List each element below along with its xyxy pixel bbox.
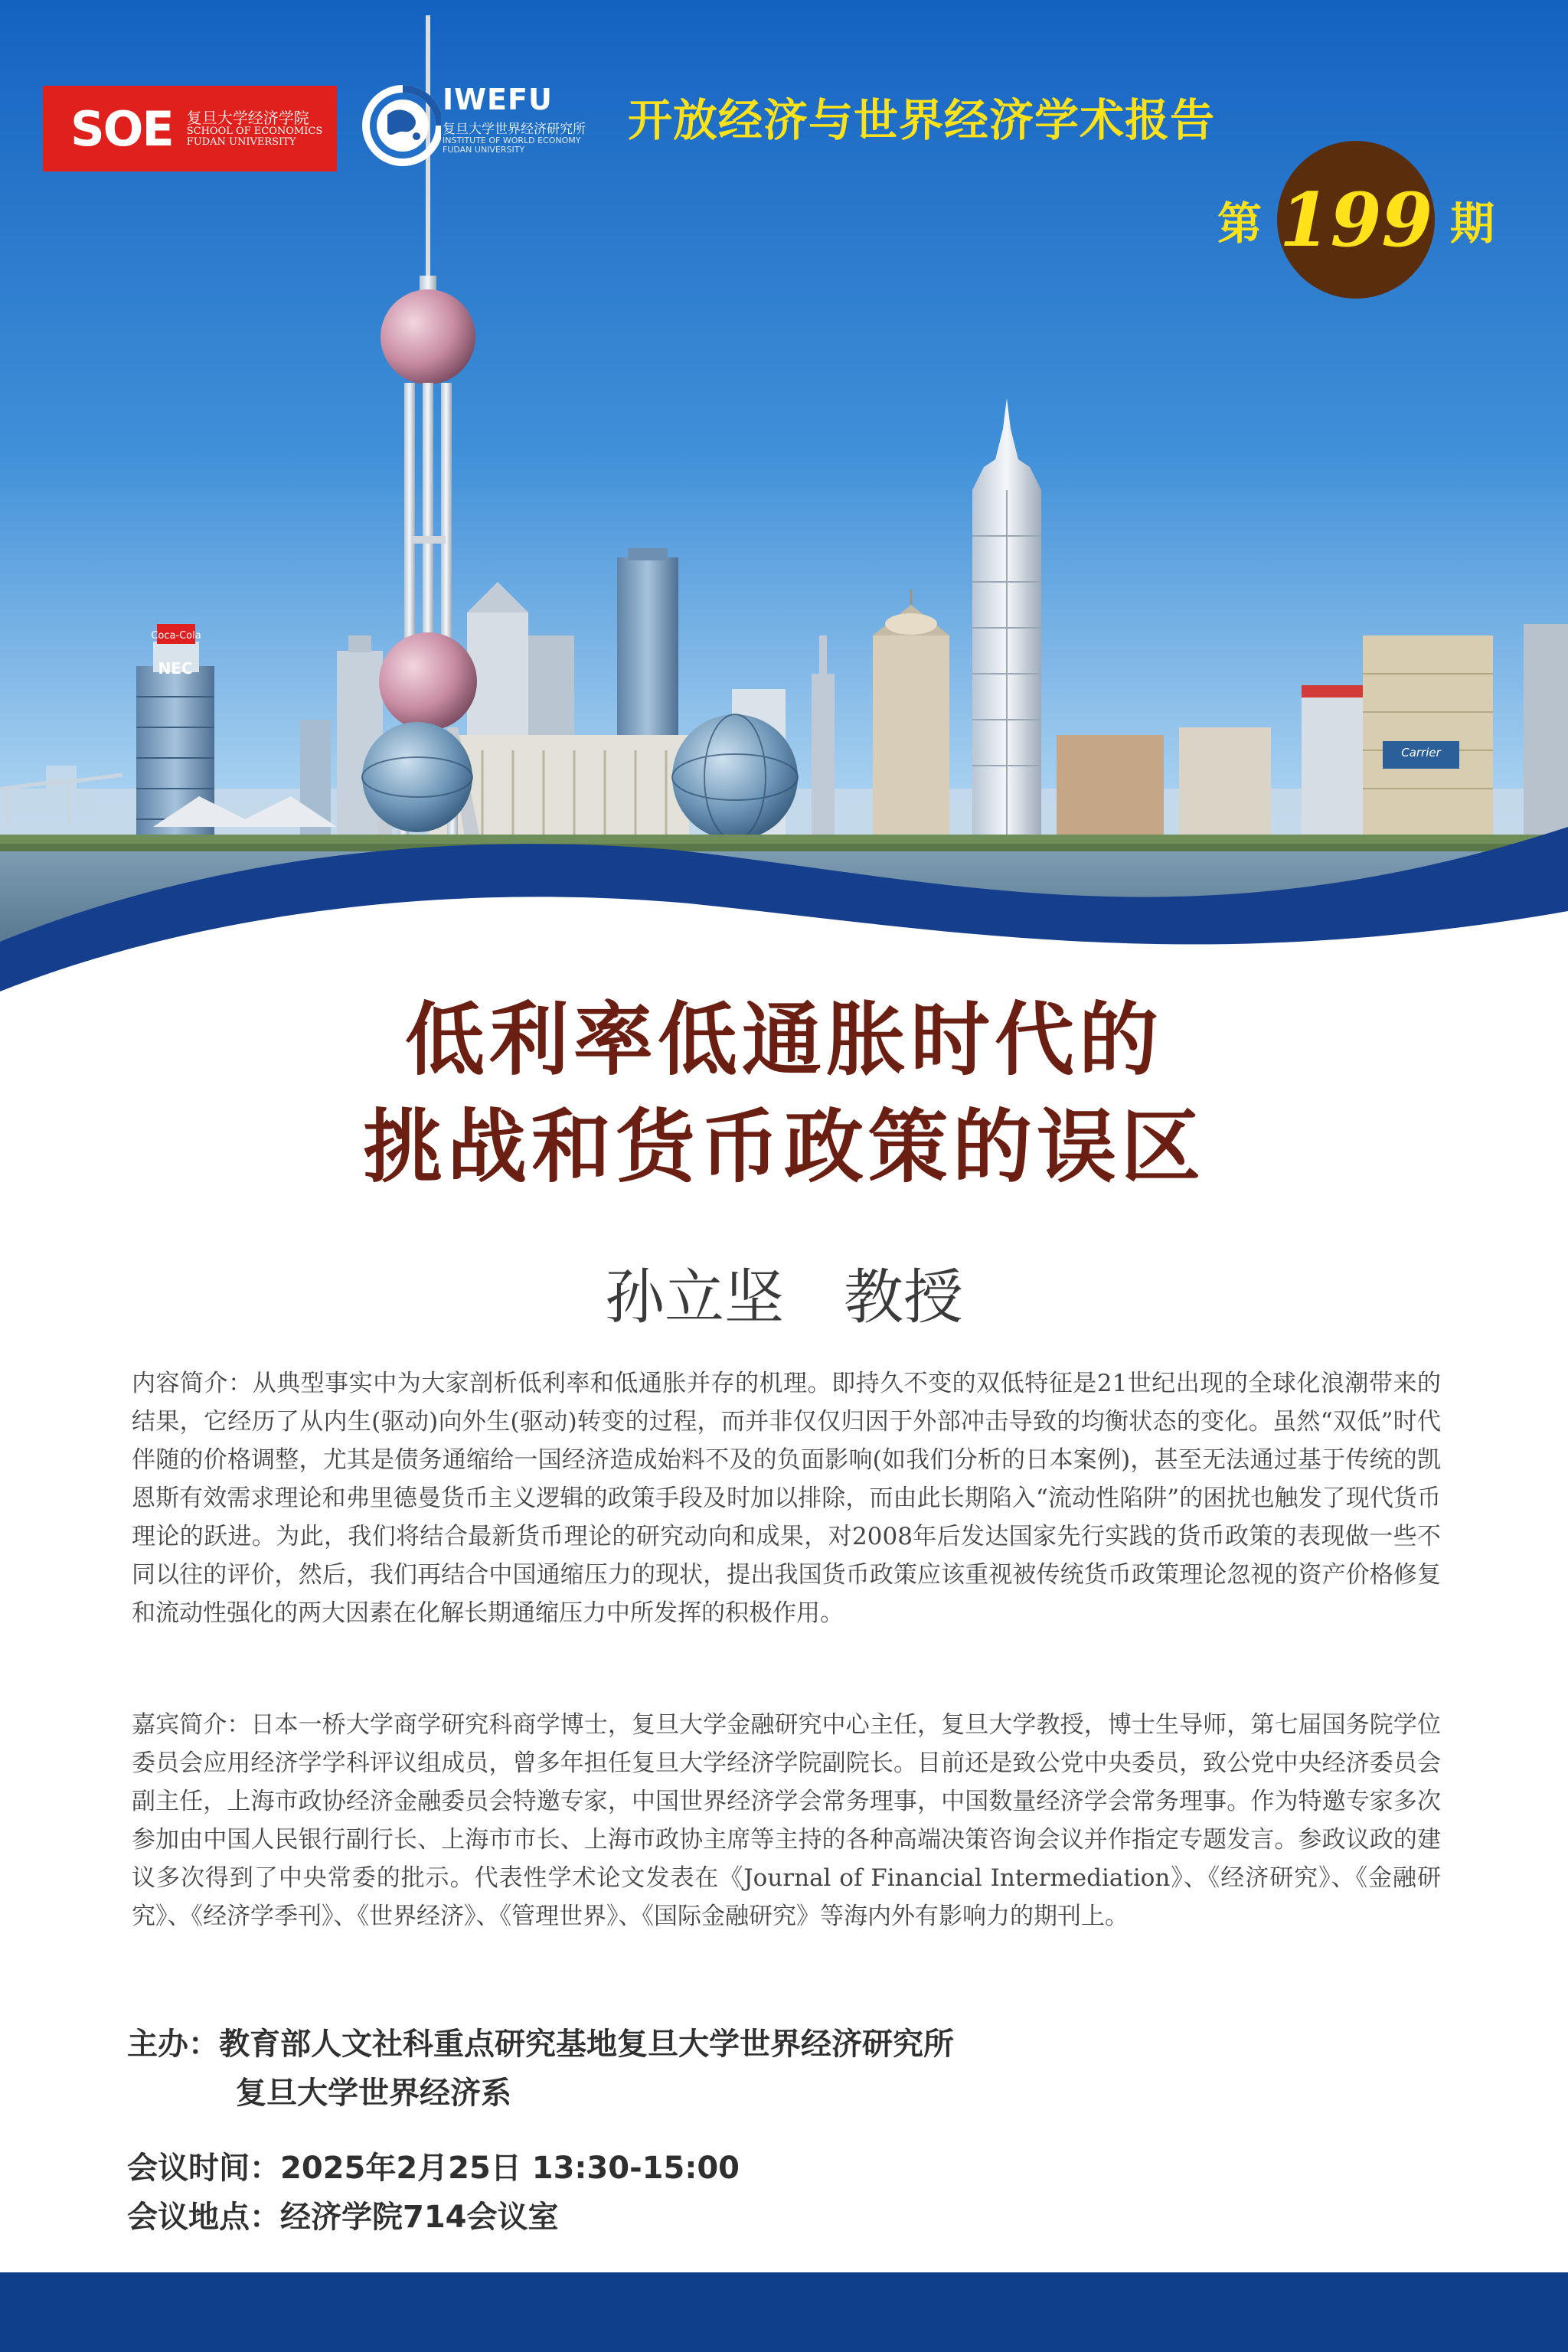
soe-name-en-2: FUDAN UNIVERSITY [186, 136, 296, 148]
meeting-time-value: 2025年2月25日 13:30-15:00 [280, 2151, 740, 2186]
meeting-place-row [127, 2193, 740, 2242]
meeting-time-row [127, 2144, 740, 2193]
soe-name-en-1: SCHOOL OF ECONOMICS [186, 125, 323, 137]
soe-logo [43, 86, 337, 172]
iwefu-logo [357, 70, 586, 178]
iwefu-name-en [443, 136, 581, 155]
soe-name-cn: 复旦大学经济学院 [186, 108, 309, 127]
speaker-name: 孙立坚 教授 [604, 1263, 963, 1332]
nec-sign: NEC [158, 659, 193, 678]
iwefu-name-en-1: INSTITUTE OF WORLD ECONOMY [443, 136, 581, 145]
meeting-time-label: 会议时间： [127, 2151, 280, 2186]
meeting-info [127, 2144, 740, 2242]
issue-badge [1217, 139, 1494, 300]
soe-logo-mark: SOE [70, 100, 173, 157]
carrier-sign: Carrier [1401, 746, 1441, 760]
talk-title-line-2: 挑战和货币政策的误区 [362, 1099, 1205, 1194]
iwefu-name-cn: 复旦大学世界经济研究所 [443, 122, 586, 137]
coca-cola-sign: Coca-Cola [151, 630, 201, 642]
issue-number: 199 [1279, 176, 1433, 263]
abstract-paragraph: 内容简介：从典型事实中为大家剖析低利率和低通胀并存的机理。即持久不变的双低特征是21世纪出现的全球化浪潮带来的结果，它经历了从内生(驱动)向外生(驱动)转变的过程，而并非仅仅归因于外部冲击导致的均衡状态的变化。虽然“双低”时代伴随的价格调整，尤其是债务通缩给一国经济造成始料不及的负面影响(如我们分析的日本案例)，甚至无法通过基于传统的凯恩斯有效需求理论和弗里德曼货币主义逻辑的政策手段及时加以排除，而由此长期陷入“流动性陷阱”的困扰也触发了现代货币理论的跃进。为此，我们将结合最新货币理论的研究动向和成果，对2008年后发达国家先行实践的货币政策的表现做一些不同以往的评价，然后，我们再结合中国通缩压力的现状，提出我国货币政策应该重视被传统货币政策理论忽视的资产价格修复和流动性强化的两大因素在化解长期通缩压力中所发挥的积极作用。 [132, 1370, 1441, 1627]
glass-globe-center [672, 714, 798, 840]
iwefu-logo-mark: IWEFU [443, 83, 553, 116]
globe-emblem-icon [357, 70, 441, 178]
issue-circle [1277, 141, 1435, 299]
talk-title-line-1: 低利率低通胀时代的 [404, 992, 1163, 1086]
hero-banner [0, 0, 1568, 995]
meeting-place-label: 会议地点： [127, 2200, 280, 2235]
organizers-label: 主办： [127, 2027, 219, 2062]
issue-prefix: 第 [1217, 198, 1263, 250]
issue-suffix: 期 [1450, 198, 1495, 250]
organizers [127, 2020, 954, 2118]
organizer-line-1: 教育部人文社科重点研究基地复旦大学世界经济研究所 [219, 2027, 954, 2062]
footer-band [0, 2272, 1568, 2352]
series-title: 开放经济与世界经济学术报告 [628, 94, 1216, 146]
organizer-line-2: 复旦大学世界经济系 [236, 2076, 511, 2111]
organizer-row-1 [127, 2020, 954, 2069]
talk-title [0, 986, 1568, 1200]
bio-paragraph: 嘉宾简介：日本一桥大学商学研究科商学博士，复旦大学金融研究中心主任，复旦大学教授，博士生导师，第七届国务院学位委员会应用经济学学科评议组成员，曾多年担任复旦大学经济学院副院长。目前还是致公党中央委员，致公党中央经济委员会副主任，上海市政协经济金融委员会特邀专家，中国世界经济学会常务理事，中国数量经济学会常务理事。作为特邀专家多次参加由中国人民银行副行长、上海市市长、上海市政协主席等主持的各种高端决策咨询会议并作指定专题发言。参政议政的建议多次得到了中央常委的批示。代表性学术论文发表在《Journal of Financial Intermediation》、《经济研究》、《金融研究》、《经济学季刊》、《世界经济》、《管理世界》、《国际金融研究》等海内外有影响力的期刊上。 [132, 1711, 1441, 1930]
iwefu-name-en-2: FUDAN UNIVERSITY [443, 145, 525, 155]
meeting-place-value: 经济学院714会议室 [280, 2200, 559, 2235]
soe-logo-text [187, 110, 323, 147]
glass-dome-left [362, 722, 472, 832]
